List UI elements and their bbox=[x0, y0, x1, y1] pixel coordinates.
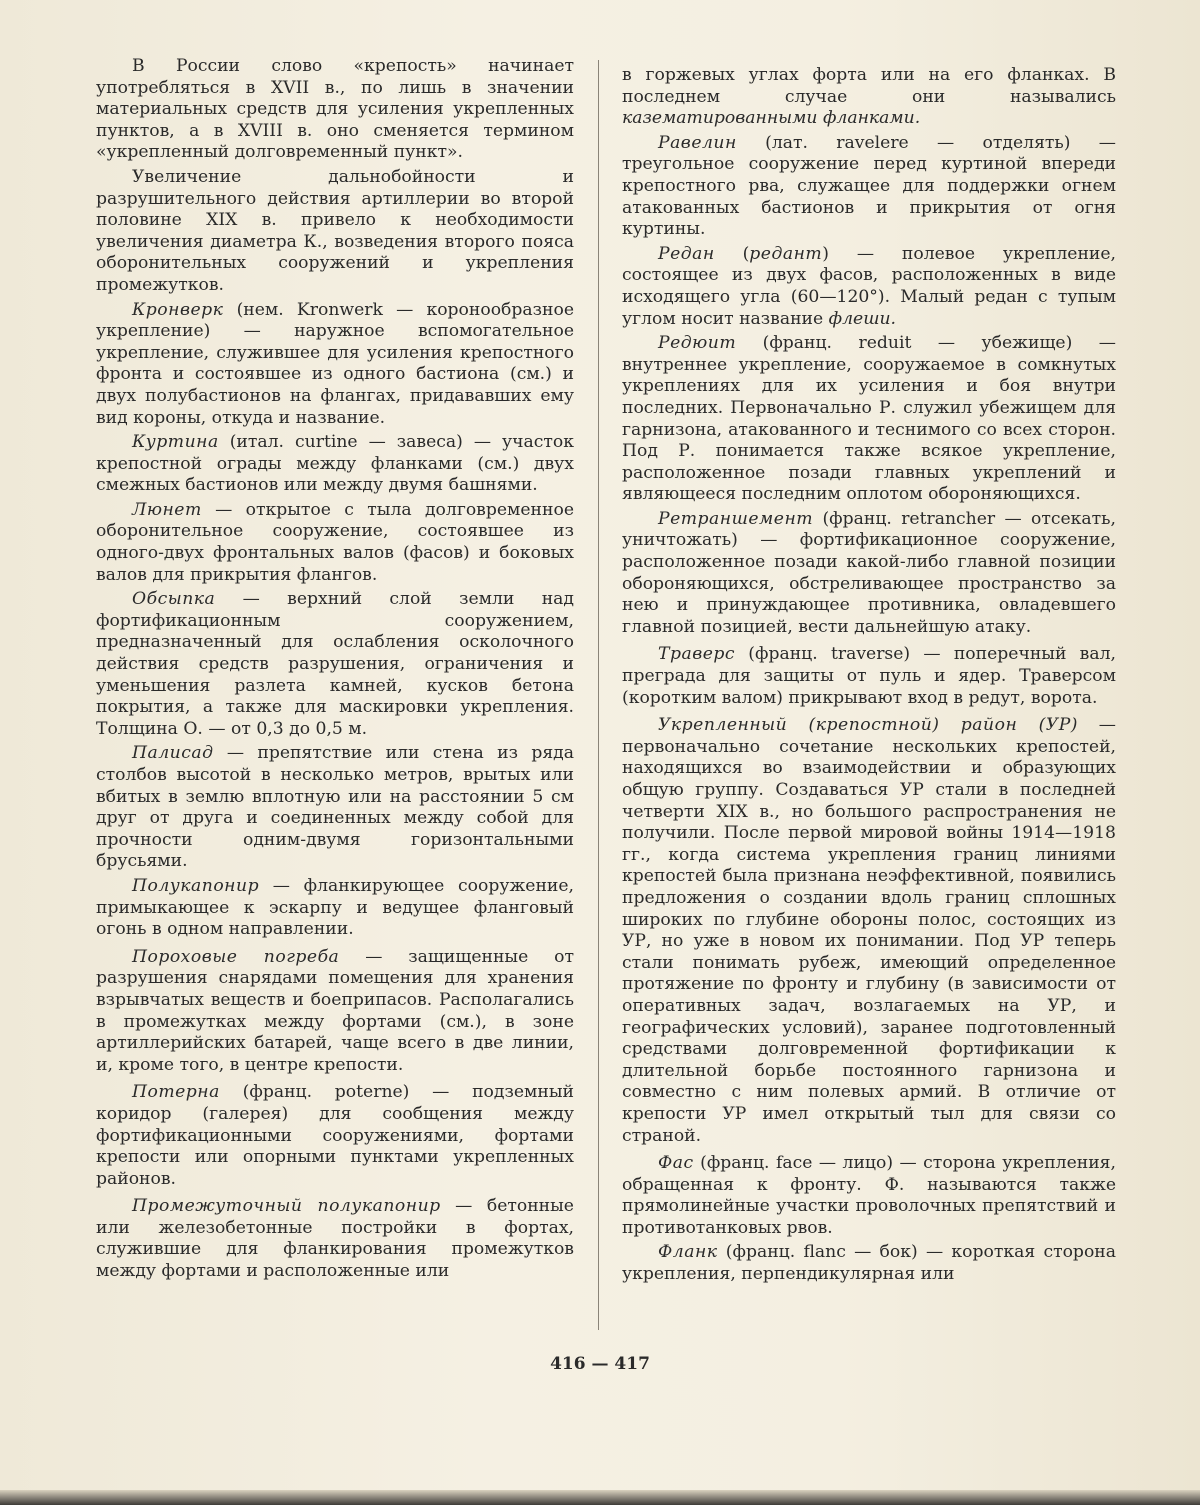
entry-term: Фас bbox=[658, 1153, 694, 1174]
entry-term: Ретраншемент bbox=[658, 508, 814, 529]
entry-term: Потерна bbox=[132, 1082, 220, 1103]
entry-definition: — защищенные от разрушения снарядами помещения для хранения взрывчатых веществ и боеприпасов. Располагались в промежутках между фортами (см.), в зоне артиллерийских батарей, чаще всего в две линии, и, кроме того, в центре крепости. bbox=[96, 946, 574, 1075]
entry-term: Пороховые погреба bbox=[132, 946, 340, 967]
page-bottom-edge bbox=[0, 1490, 1200, 1505]
entry-term: Палисад bbox=[132, 743, 214, 764]
entry-definition: — препятствие или стена из ряда столбов высотой в несколько метров, врытых или вбитых в землю вплотную или на расстоянии 5 см друг от друга и соединенных между собой для прочности одним-двумя горизонтальными брусьями. bbox=[96, 743, 574, 872]
entry-term: Редан bbox=[658, 243, 715, 264]
entry-definition: (франц. retrancher — отсекать, уничтожать) — фортификационное сооружение, расположенное позади какой-либо главной позиции обороняющихся, обстреливающее пространство за нею и принуждающее противника, овладевшего главной позицией, вести дальнейшую атаку. bbox=[622, 508, 1116, 637]
entry-term: Траверс bbox=[658, 644, 736, 665]
column-divider bbox=[598, 60, 599, 1330]
emphasized-term: казематированными фланками. bbox=[622, 108, 921, 129]
glossary-entry bbox=[96, 947, 574, 1077]
entry-definition: — открытое с тыла долговременное оборонительное сооружение, состоявшее из одного-двух фронтальных валов (фасов) и боковых валов для прикрытия флангов. bbox=[96, 499, 574, 585]
entry-term: Промежуточный полукапонир bbox=[132, 1196, 441, 1217]
glossary-entry bbox=[96, 1082, 574, 1190]
entry-term: Куртина bbox=[132, 432, 219, 453]
paragraph-text: В России слово «крепость» начинает употребляться в XVII в., по лишь в значении материальных средств для усиления укрепленных пунктов, а в XVIII в. оно сменяется термином «укрепленный долговременный пункт». bbox=[96, 56, 574, 163]
glossary-entry bbox=[622, 1153, 1116, 1239]
entry-definition: — бетонные или железобетонные постройки в фортах, служившие для фланкирования промежутков между фортами и расположенные или bbox=[96, 1196, 574, 1282]
entry-term-alt: редант bbox=[749, 243, 823, 264]
glossary-entry bbox=[622, 715, 1116, 1147]
entry-definition: ( bbox=[714, 243, 750, 264]
entry-definition: (нем. Kronwerk — коронообразное укрепление) — наружное вспомогательное укрепление, служившее для усиления крепостного фронта и состоявшее из одного бастиона (см.) и двух полубастионов на флангах, придававших ему вид короны, откуда и название. bbox=[96, 299, 574, 428]
entry-term: Обсыпка bbox=[132, 589, 216, 610]
glossary-entry bbox=[96, 432, 574, 497]
entry-term: Кронверк bbox=[132, 299, 224, 320]
glossary-entry bbox=[622, 1242, 1116, 1285]
page-number: 416 — 417 bbox=[550, 1354, 650, 1374]
left-column bbox=[96, 56, 574, 1286]
emphasized-term: флеши. bbox=[828, 308, 897, 329]
glossary-entry bbox=[96, 1196, 574, 1282]
entry-term: Люнет bbox=[132, 499, 202, 520]
entry-definition: (франц. reduit — убежище) — внутреннее укрепление, сооружаемое в сомкнутых укреплениях для их усиления и боя внутри последних. Первоначально Р. служил убежищем для гарнизона, атакованного и теснимого со всех сторон. Под Р. понимается также всякое укрепление, расположенное позади главных укреплений и являющееся последним оплотом обороняющихся. bbox=[622, 333, 1116, 505]
paragraph bbox=[96, 167, 574, 297]
paragraph bbox=[96, 56, 574, 164]
entry-definition: (итал. curtine — завеса) — участок крепостной ограды между фланками (см.) двух смежных бастионов или между двумя башнями. bbox=[96, 432, 574, 496]
glossary-entry bbox=[96, 500, 574, 586]
glossary-entry bbox=[622, 244, 1116, 330]
glossary-entry bbox=[96, 876, 574, 941]
glossary-entry bbox=[96, 743, 574, 873]
entry-definition: — верхний слой земли над фортификационным сооружением, предназначенный для ослабления осколочного действия средств разрушения, ограничения и уменьшения разлета камней, кусков бетона покрытия, а также для маскировки укрепления. Толщина О. — от 0,3 до 0,5 м. bbox=[96, 589, 574, 739]
entry-definition: ) — полевое укрепление, состоящее из двух фасов, расположенных в виде исходящего угла (60—120°). Малый редан с тупым углом носит название bbox=[622, 243, 1116, 329]
right-column bbox=[622, 65, 1116, 1289]
entry-definition: (франц. face — лицо) — сторона укрепления, обращенная к фронту. Ф. называются также прямолинейные участки проволочных препятствий и противотанковых рвов. bbox=[622, 1153, 1116, 1238]
entry-definition: (франц. flanc — бок) — короткая сторона укрепления, перпендикулярная или bbox=[622, 1242, 1116, 1285]
entry-term: Укрепленный (крепостной) район (УР) bbox=[658, 715, 1078, 736]
glossary-entry bbox=[96, 589, 574, 740]
glossary-entry bbox=[622, 133, 1116, 241]
paragraph bbox=[622, 65, 1116, 130]
paragraph-text: в горжевых углах форта или на его фланках. В последнем случае они назывались bbox=[622, 65, 1116, 107]
glossary-entry bbox=[622, 509, 1116, 639]
entry-definition: (франц. traverse) — поперечный вал, преграда для защиты от пуль и ядер. Траверсом (коротким валом) прикрывают вход в редут, ворота. bbox=[622, 644, 1116, 708]
entry-term: Равелин bbox=[658, 132, 737, 153]
entry-definition: (лат. ravelere — отделять) — треугольное сооружение перед куртиной впереди крепостного рва, служащее для поддержки огнем атакованных бастионов и прикрытия от огня куртины. bbox=[622, 132, 1116, 240]
glossary-entry bbox=[622, 644, 1116, 709]
entry-definition: — первоначально сочетание нескольких крепостей, находящихся во взаимодействии и образующих общую группу. Создаваться УР стали в последней четверти XIX в., но большого распространения не получили. После первой мировой войны 1914—1918 гг., когда система укрепления границ линиями крепостей была признана неэффективной, появились предложения о создании вдоль границ сплошных широких по глубине обороны полос, состоящих из УР, но уже в новом их понимании. Под УР теперь стали понимать рубеж, имеющий определенное протяжение по фронту и глубину (в зависимости от оперативных задач, возлагаемых на УР, и географических условий), заранее подготовленный средствами долговременной фортификации к длительной борьбе постоянного гарнизона и совместно с ним полевых армий. В отличие от крепости УР имел открытый тыл для связи со страной. bbox=[622, 715, 1116, 1146]
glossary-entry bbox=[622, 333, 1116, 506]
glossary-entry bbox=[96, 300, 574, 430]
entry-definition: (франц. poterne) — подземный коридор (галерея) для сообщения между фортификационными сооружениями, фортами крепости или опорными пунктами укрепленных районов. bbox=[96, 1082, 574, 1189]
entry-definition: — фланкирующее сооружение, примыкающее к эскарпу и ведущее фланговый огонь в одном направлении. bbox=[96, 875, 574, 940]
paragraph-text: Увеличение дальнобойности и разрушительного действия артиллерии во второй половине XIX в. привело к необходимости увеличения диаметра К., возведения второго пояса оборонительных сооружений и укрепления промежутков. bbox=[96, 166, 574, 295]
entry-term: Полукапонир bbox=[132, 875, 260, 896]
entry-term: Фланк bbox=[658, 1242, 718, 1263]
entry-term: Редюит bbox=[658, 333, 737, 354]
